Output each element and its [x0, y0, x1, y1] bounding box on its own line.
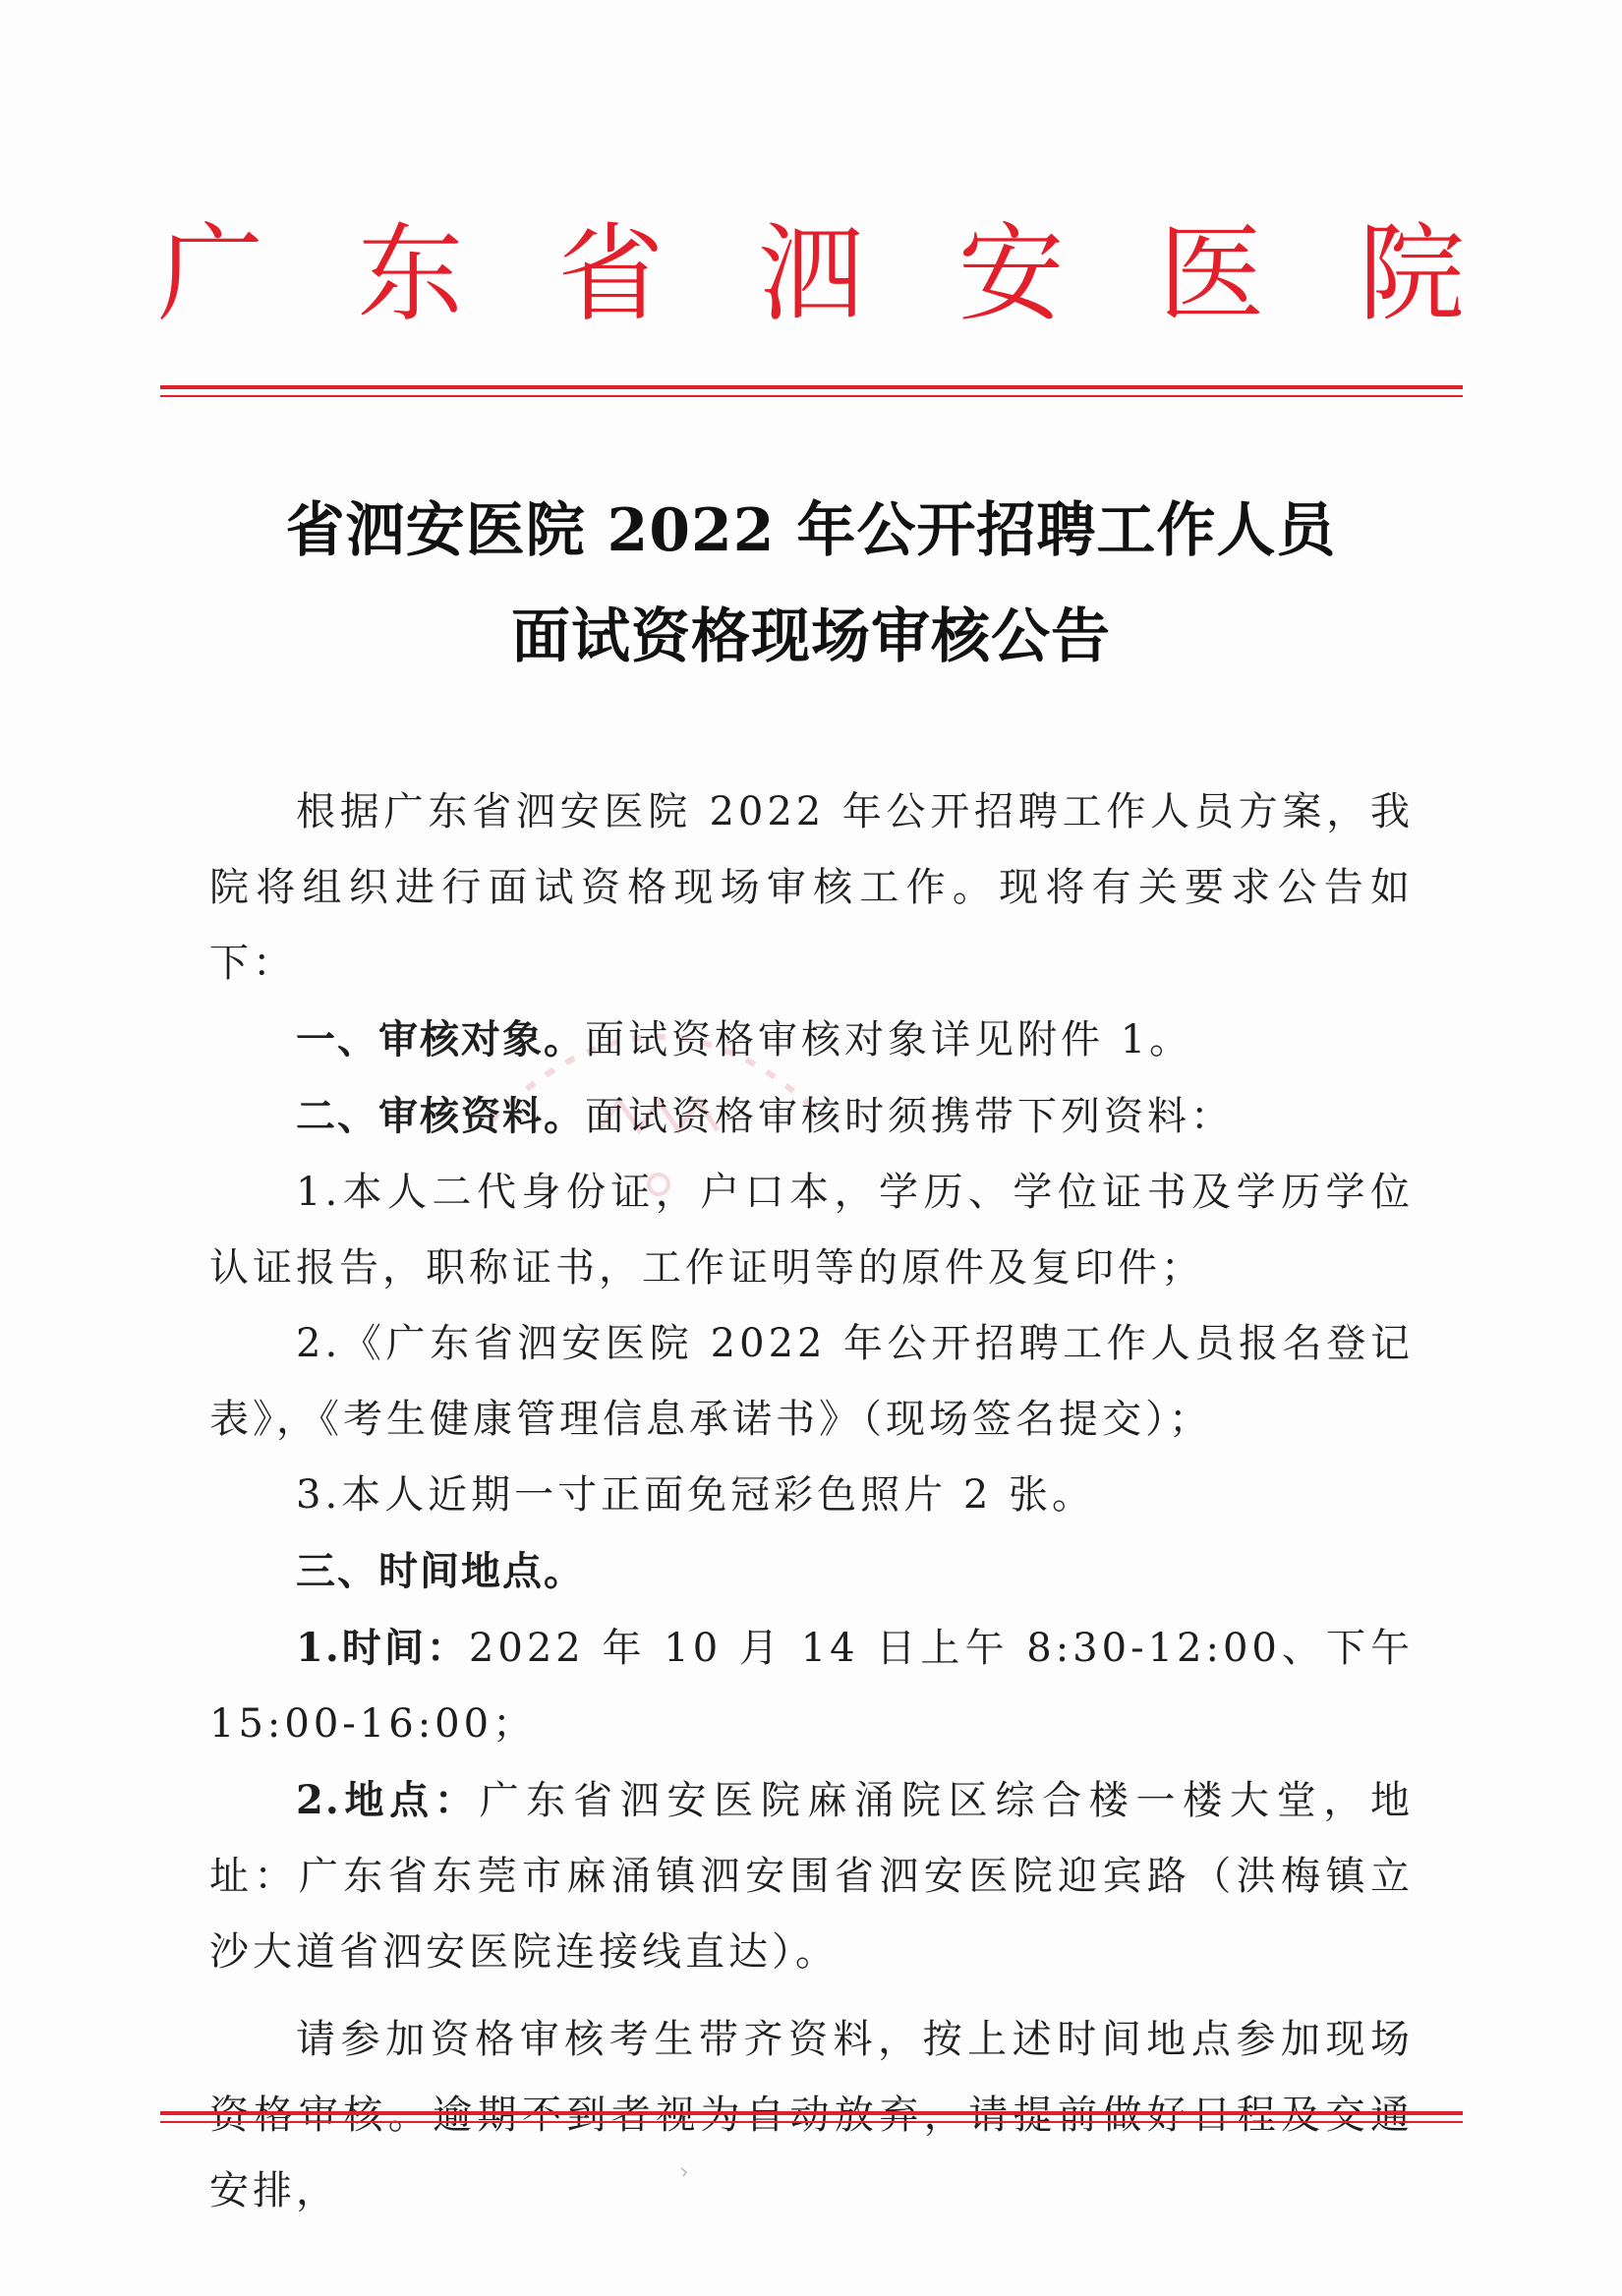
scan-speck — [680, 2167, 688, 2177]
footer-red-rule — [160, 2111, 1463, 2123]
letterhead-char: 医 — [1158, 213, 1265, 336]
section-2-item-2: 2.《广东省泗安医院 2022 年公开招聘工作人员报名登记表》，《考生健康管理信息承诺书》（现场签名提交）； — [209, 1321, 1414, 1442]
section-3-place — [209, 1762, 1414, 1990]
section-1 — [209, 1002, 1414, 1078]
time-label: 1.时间： — [296, 1625, 469, 1671]
intro-paragraph: 根据广东省泗安医院 2022 年公开招聘工作人员方案，我院将组织进行面试资格现场审核工作。现将有关要求公告如下： — [209, 789, 1414, 986]
document-title-line-1: 省泗安医院 2022 年公开招聘工作人员 — [285, 496, 1337, 565]
closing-paragraph: 请参加资格审核考生带齐资料，按上述时间地点参加现场资格审核。逾期不到者视为自动放弃，请提前做好日程及交通安排， — [209, 2017, 1414, 2213]
letterhead-red-rule — [160, 385, 1463, 397]
section-1-text: 面试资格审核对象详见附件 1。 — [585, 1017, 1193, 1062]
section-3 — [209, 1533, 1414, 1610]
letterhead-org-name — [157, 201, 1465, 349]
letterhead-char: 泗 — [757, 213, 864, 336]
section-1-heading: 一、审核对象。 — [296, 1016, 585, 1062]
place-label: 2.地点： — [296, 1777, 480, 1823]
letterhead-char: 安 — [957, 213, 1065, 336]
section-2-text: 面试资格审核时须携带下列资料： — [585, 1094, 1234, 1139]
place-text: 广东省泗安医院麻涌院区综合楼一楼大堂，地址：广东省东莞市麻涌镇泗安围省泗安医院迎宾路（洪梅镇立沙大道省泗安医院连接线直达）。 — [209, 1778, 1415, 1975]
section-2 — [209, 1078, 1414, 1155]
letterhead-char: 院 — [1358, 213, 1465, 336]
letterhead-char: 省 — [557, 213, 665, 336]
paragraph-spacer — [209, 1990, 1414, 2002]
section-2-item-1: 1.本人二代身份证，户口本，学历、学位证书及学历学位认证报告，职称证书，工作证明等的原件及复印件； — [209, 1170, 1414, 1291]
document-body — [209, 775, 1414, 2229]
section-3-heading: 三、时间地点。 — [296, 1548, 585, 1594]
letterhead-char: 广 — [157, 213, 264, 336]
section-2-item-3: 3.本人近期一寸正面免冠彩色照片 2 张。 — [296, 1472, 1096, 1518]
document-title-line-2: 面试资格现场审核公告 — [511, 603, 1111, 671]
letterhead-char: 东 — [357, 213, 464, 336]
time-text: 2022 年 10 月 14 日上午 8:30-12:00、下午 15:00-16:00； — [209, 1626, 1414, 1747]
section-2-heading: 二、审核资料。 — [296, 1093, 585, 1139]
section-3-time — [209, 1610, 1414, 1762]
